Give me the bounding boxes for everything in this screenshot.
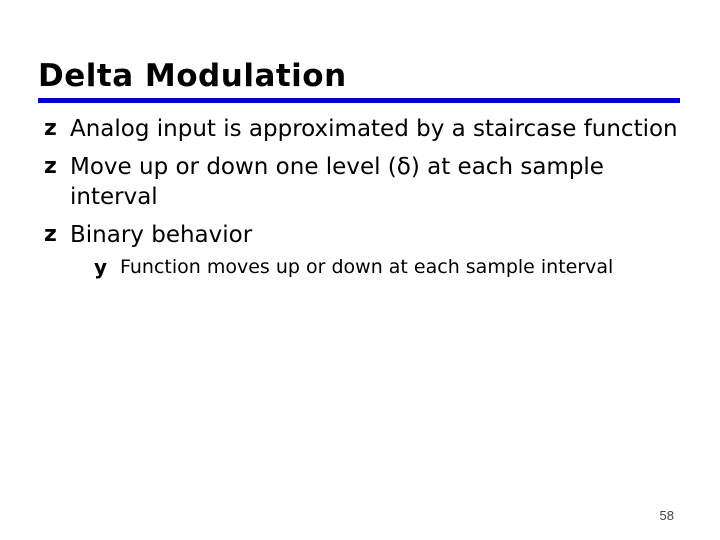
bullet-item bbox=[42, 220, 682, 280]
bullet-list bbox=[42, 114, 682, 288]
sub-bullet-marker-icon: y bbox=[94, 255, 108, 279]
bullet-text: Binary behavior bbox=[70, 222, 253, 248]
bullet-item bbox=[42, 114, 682, 144]
bullet-text: Move up or down one level (δ) at each sample interval bbox=[70, 154, 604, 210]
page-number: 58 bbox=[659, 508, 674, 523]
bullet-marker-icon: z bbox=[44, 154, 57, 179]
title-underline bbox=[38, 98, 680, 103]
sub-bullet-text: Function moves up or down at each sample interval bbox=[120, 256, 614, 278]
bullet-text: Analog input is approximated by a staircase function bbox=[70, 116, 678, 142]
sub-bullet-item bbox=[94, 254, 682, 280]
bullet-item bbox=[42, 152, 682, 212]
bullet-marker-icon: z bbox=[44, 116, 57, 141]
bullet-marker-icon: z bbox=[44, 222, 57, 247]
slide-title: Delta Modulation bbox=[38, 58, 347, 94]
